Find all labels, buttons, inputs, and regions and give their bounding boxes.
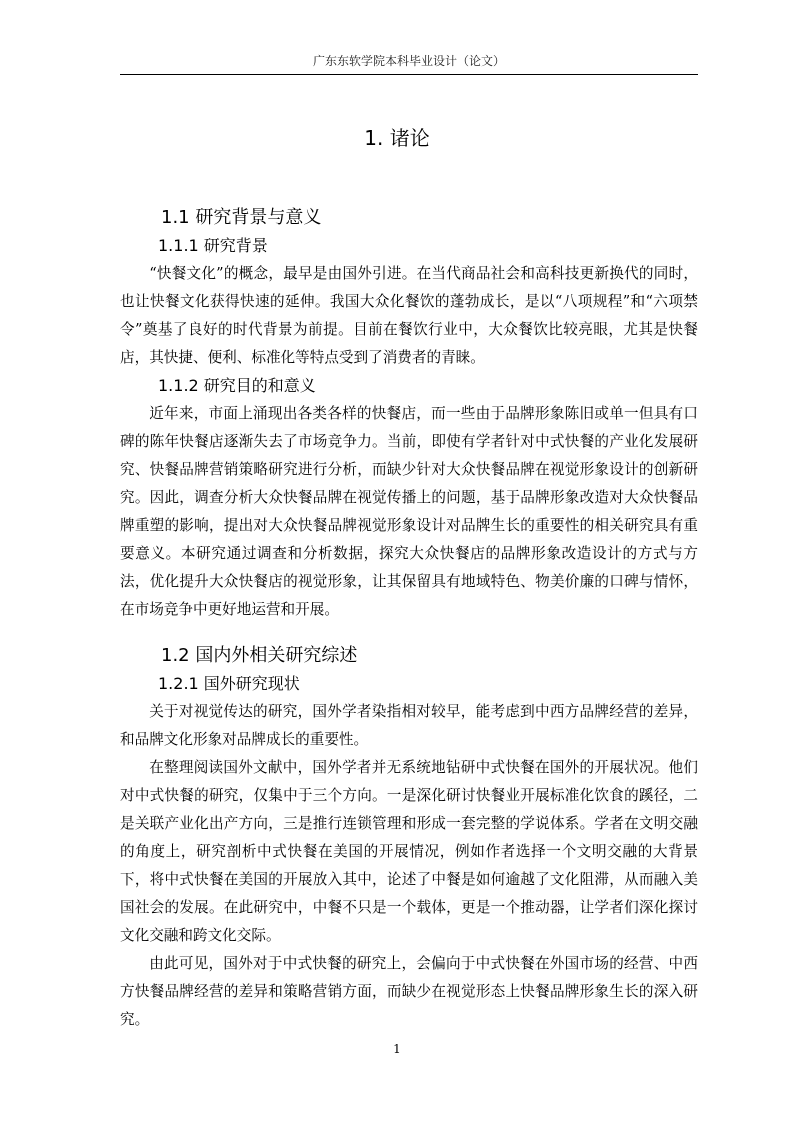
paragraph: 关于对视觉传达的研究，国外学者染指相对较早，能考虑到中西方品牌经营的差异，和品牌文化形象对品牌成长的重要性。	[120, 703, 698, 748]
section-heading: 1.2 国内外相关研究综述	[161, 645, 358, 666]
paragraph: 在整理阅读国外文献中，国外学者并无系统地钻研中式快餐在国外的开展状况。他们对中式快餐的研究，仅集中于三个方向。一是深化研讨快餐业开展标准化饮食的蹊径，二是关联产业化出产方向，三是推行连锁管理和形成一套完整的学说体系。学者在文明交融的角度上，研究剖析中式快餐在美国的开展情况，例如作者选择一个文明交融的大背景下，将中式快餐在美国的开展放入其中，论述了中餐是如何逾越了文化阻滞，从而融入美国社会的发展。在此研究中，中餐不只是一个载体，更是一个推动器，让学者们深化探讨文化交融和跨文化交际。	[120, 759, 698, 944]
document-body	[120, 204, 698, 1034]
subsection-heading: 1.1.1 研究背景	[158, 236, 268, 255]
subsection-heading: 1.2.1 国外研究现状	[158, 674, 300, 693]
page-number: 1	[393, 1042, 401, 1056]
section-heading: 1.1 研究背景与意义	[161, 207, 322, 228]
subsection-heading: 1.1.2 研究目的和意义	[158, 376, 316, 395]
page-header: 广东东软学院本科毕业设计（论文）	[120, 52, 698, 75]
paragraph: 由此可见，国外对于中式快餐的研究上，会偏向于中式快餐在外国市场的经营、中西方快餐品牌经营的差异和策略营销方面，而缺少在视觉形态上快餐品牌形象生长的深入研究。	[120, 955, 698, 1028]
paragraph: “快餐文化”的概念，最早是由国外引进。在当代商品社会和高科技更新换代的同时，也让快餐文化获得快速的延伸。我国大众化餐饮的蓬勃成长，是以“八项规程”和“六项禁令”奠基了良好的时代背景为前提。目前在餐饮行业中，大众餐饮比较亮眼，尤其是快餐店，其快捷、便利、标准化等特点受到了消费者的青睐。	[120, 265, 698, 366]
paragraph: 近年来，市面上涌现出各类各样的快餐店，而一些由于品牌形象陈旧或单一但具有口碑的陈年快餐店逐渐失去了市场竞争力。当前，即使有学者针对中式快餐的产业化发展研究、快餐品牌营销策略研究进行分析，而缺少针对大众快餐品牌在视觉形象设计的创新研究。因此，调查分析大众快餐品牌在视觉传播上的问题，基于品牌形象改造对大众快餐品牌重塑的影响，提出对大众快餐品牌视觉形象设计对品牌生长的重要性的相关研究具有重要意义。本研究通过调查和分析数据，探究大众快餐店的品牌形象改造设计的方式与方法，优化提升大众快餐店的视觉形象，让其保留具有地域特色、物美价廉的口碑与情怀，在市场竞争中更好地运营和开展。	[120, 405, 698, 618]
section-spacer	[120, 624, 698, 642]
chapter-title: 1. 诸论	[364, 126, 430, 150]
